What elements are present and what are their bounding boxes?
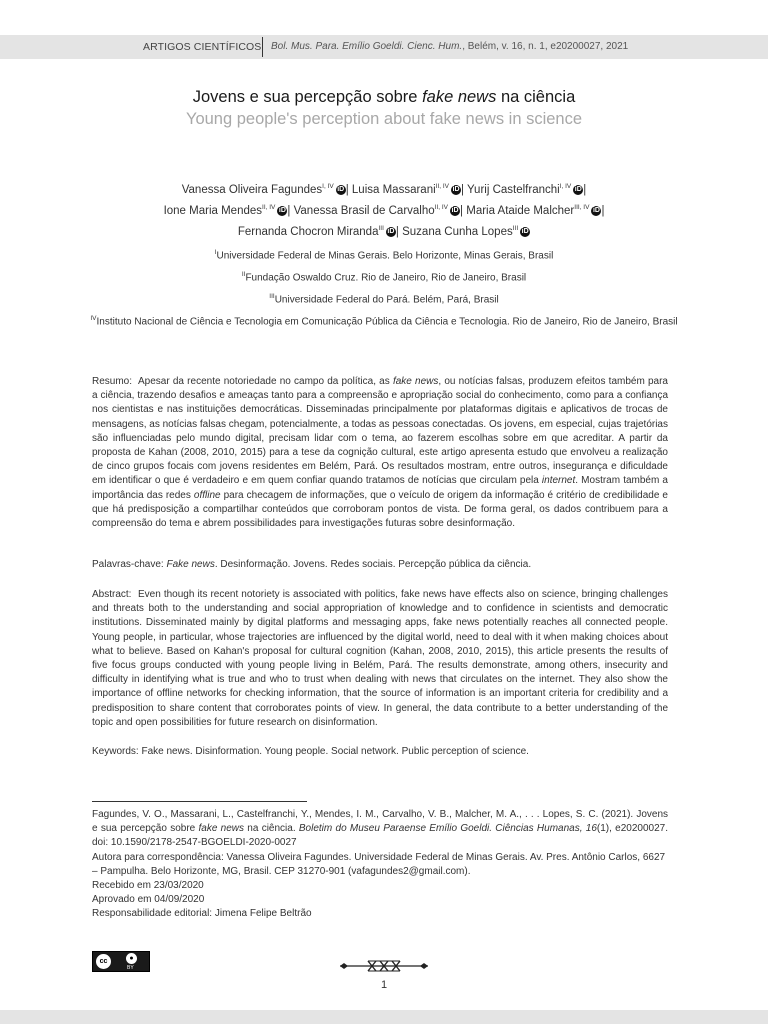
cc-license-badge[interactable]: [92, 951, 150, 972]
affiliation-text: Instituto Nacional de Ciência e Tecnologia em Comunicação Pública da Ciência e Tecnologia. Rio de Janeiro, Rio de Janeiro, Brasil: [96, 316, 678, 328]
orcid-icon: iD: [451, 206, 459, 214]
author-name: Yurij Castelfranchi: [467, 183, 560, 196]
author-affiliation-marker: I, IV: [322, 183, 334, 190]
affiliation-item: [0, 286, 768, 308]
author-separator: |: [345, 183, 349, 196]
palavras-chave-line: [92, 559, 531, 570]
author-separator: |: [395, 225, 399, 238]
affiliation-item: [0, 308, 768, 330]
author-affiliation-marker: II, IV: [434, 204, 449, 211]
page-number: 1: [380, 979, 388, 991]
author-line: [0, 218, 768, 239]
affiliation-text: Universidade Federal de Minas Gerais. Belo Horizonte, Minas Gerais, Brasil: [216, 250, 554, 262]
author-name: Vanessa Oliveira Fagundes: [181, 183, 323, 196]
footer-bar: [0, 1010, 768, 1024]
affiliation-marker: II: [241, 271, 246, 278]
author-line: [0, 176, 768, 197]
orcid-icon: iD: [452, 185, 460, 193]
header-citation: [271, 41, 628, 52]
author-affiliation-marker: II, IV: [262, 204, 276, 211]
orcid-icon: iD: [387, 227, 395, 235]
affiliation-marker: I: [214, 249, 217, 256]
cc-icon: cc: [96, 954, 111, 969]
palavras-chave-label: Palavras-chave:: [92, 559, 164, 570]
author-line: [0, 197, 768, 218]
title-portuguese: Jovens e sua percepção sobre fake news na ciência: [192, 88, 576, 106]
author-separator: |: [287, 204, 291, 217]
header-citation-rest: , Belém, v. 16, n. 1, e20200027, 2021: [462, 41, 629, 52]
author-separator: |: [601, 204, 605, 217]
author-affiliation-marker: I, IV: [559, 183, 572, 190]
resumo-text: Apesar da recente notoriedade no campo da política, as fake news, ou notícias falsas, produzem efeitos também para a ciência, trazendo desafios e ameaças tanto para a compreensão e apropriação social do conhecimento, como para a confiança nos cientistas e nas instituições democráticas. Disseminadas principalmente por plataformas digitais e aplicativos de trocas de mensagens, as notícias falsas chegam, potencialmente, a todas as pessoas conectadas. Os jovens, em especial, cujas trajetórias são influenciadas pelo mundo digital, precisam lidar com o tema, ao fazerem escolhas sobre em que acreditar. A partir da proposta de Kahan (2008, 2010, 2015) para a tese da cognição cultural, este artigo apresenta estudo que envolveu a realização de cinco grupos focais com jovens residentes em Belém, Pará. Os resultados mostram, entre outros, insegurança e dificuldade em identificar o que é verdadeiro e em quem confiar quando tratamos de notícias que circulam pela internet. Mostram também a importância das redes offline para checagem de informações, que o veículo de origem da informação é critério de credibilidade e que há predisposição a compartilhar conteúdos que corroboram pontos de vista. De forma geral, os dados contribuem para a compreensão do tema e abrem possibilidades para investigações futuras sobre desinformação.: [92, 376, 668, 530]
abstract-label: Abstract:: [92, 589, 132, 600]
ornament-divider-icon: [338, 958, 430, 974]
author-name: Vanessa Brasil de Carvalho: [293, 204, 435, 217]
author-list: [0, 176, 768, 239]
cc-by-label: BY: [127, 965, 134, 971]
author-name: Suzana Cunha Lopes: [402, 225, 513, 238]
approved-date: Aprovado em 04/09/2020: [92, 894, 205, 906]
affiliation-marker: III: [269, 293, 275, 300]
footnote-rule: [92, 801, 307, 802]
author-name: Fernanda Chocron Miranda: [237, 225, 379, 238]
orcid-icon: iD: [592, 206, 600, 214]
author-name: Maria Ataide Malcher: [466, 204, 575, 217]
abstract-text: Even though its recent notoriety is associated with politics, fake news have effects also on science, bringing challenges and threats both to the understanding and social appropriation of knowledge and to confidence in scientists and democratic institutions. Disseminated mainly by digital platforms and messaging apps, fake news potentially reaches all connected people. Young people, in particular, whose trajectories are influenced by the digital world, need to deal with it when making choices about what to believe. Based on Kahan's proposal for cultural cognition (Kahan, 2008, 2010, 2015), this article presents the results of five focus groups conducted with young people living in Belém, Pará. The results demonstrate, among others, insecurity and difficulty in identifying what is true and who to trust when dealing with news that circulates on the internet. They also show the importance of offline networks for checking information, that the source of information is an important criteria for credibility and a predisposition to share content that corroborates points of view. In general, the data contribute to a better understanding of the topic and open possibilities for future research on disinformation.: [92, 589, 668, 728]
orcid-icon: iD: [337, 185, 345, 193]
keywords-text: Fake news. Disinformation. Young people. Social network. Public perception of science.: [141, 746, 529, 757]
author-affiliation-marker: III: [512, 225, 519, 232]
author-name: Ione Maria Mendes: [163, 204, 263, 217]
received-date: Recebido em 23/03/2020: [92, 880, 204, 892]
editorial-responsibility: Responsabilidade editorial: Jimena Felipe Beltrão: [92, 908, 312, 920]
affiliation-item: [0, 242, 768, 264]
author-separator: |: [460, 204, 464, 217]
author-separator: |: [461, 183, 465, 196]
correspondence: Autora para correspondência: Vanessa Oliveira Fagundes. Universidade Federal de Minas Gerais. Av. Pres. Antônio Carlos, 6627 – Pampulha. Belo Horizonte, MG, Brasil. CEP 31270-901 (vafagundes2@gmail.com).: [92, 851, 666, 877]
palavras-chave-text: Fake news. Desinformação. Jovens. Redes sociais. Percepção pública da ciência.: [166, 559, 532, 570]
affiliation-text: Fundação Oswaldo Cruz. Rio de Janeiro, Rio de Janeiro, Brasil: [245, 272, 527, 284]
attribution-person-icon: ●: [126, 953, 137, 964]
keywords-line: [92, 746, 529, 757]
citation-block: [92, 808, 668, 922]
author-affiliation-marker: II, IV: [435, 183, 450, 190]
author-affiliation-marker: III: [378, 225, 384, 232]
header-section-label: ARTIGOS CIENTÍFICOS: [143, 41, 262, 53]
author-separator: |: [583, 183, 587, 196]
title-english: Young people's perception about fake news in science: [185, 110, 583, 128]
author-affiliation-marker: III, IV: [574, 204, 590, 211]
citation-reference: Fagundes, V. O., Massarani, L., Castelfranchi, Y., Mendes, I. M., Carvalho, V. B., Malcher, M. A., . . . Lopes, S. C. (2021). Jovens e sua percepção sobre fake news na ciência. Boletim do Museu Paraense Emílio Goeldi. Ciências Humanas, 16(1), e20200027. doi: 10.1590/2178-2547-BGOELDI-2020-0027: [92, 809, 668, 849]
keywords-label: Keywords:: [92, 746, 139, 757]
affiliation-marker: IV: [90, 315, 97, 322]
author-name: Luisa Massarani: [351, 183, 436, 196]
resumo-label: Resumo:: [92, 376, 133, 387]
header-divider: [262, 37, 263, 57]
affiliation-text: Universidade Federal do Pará. Belém, Pará, Brasil: [274, 294, 499, 306]
abstract-section: [92, 588, 668, 730]
resumo-section: [92, 375, 668, 531]
orcid-icon: iD: [278, 206, 286, 214]
orcid-icon: iD: [521, 227, 529, 235]
orcid-icon: iD: [574, 185, 582, 193]
affiliation-item: [0, 264, 768, 286]
header-journal: Bol. Mus. Para. Emílio Goeldi. Cienc. Hum.: [271, 41, 463, 52]
affiliation-list: [0, 242, 768, 330]
